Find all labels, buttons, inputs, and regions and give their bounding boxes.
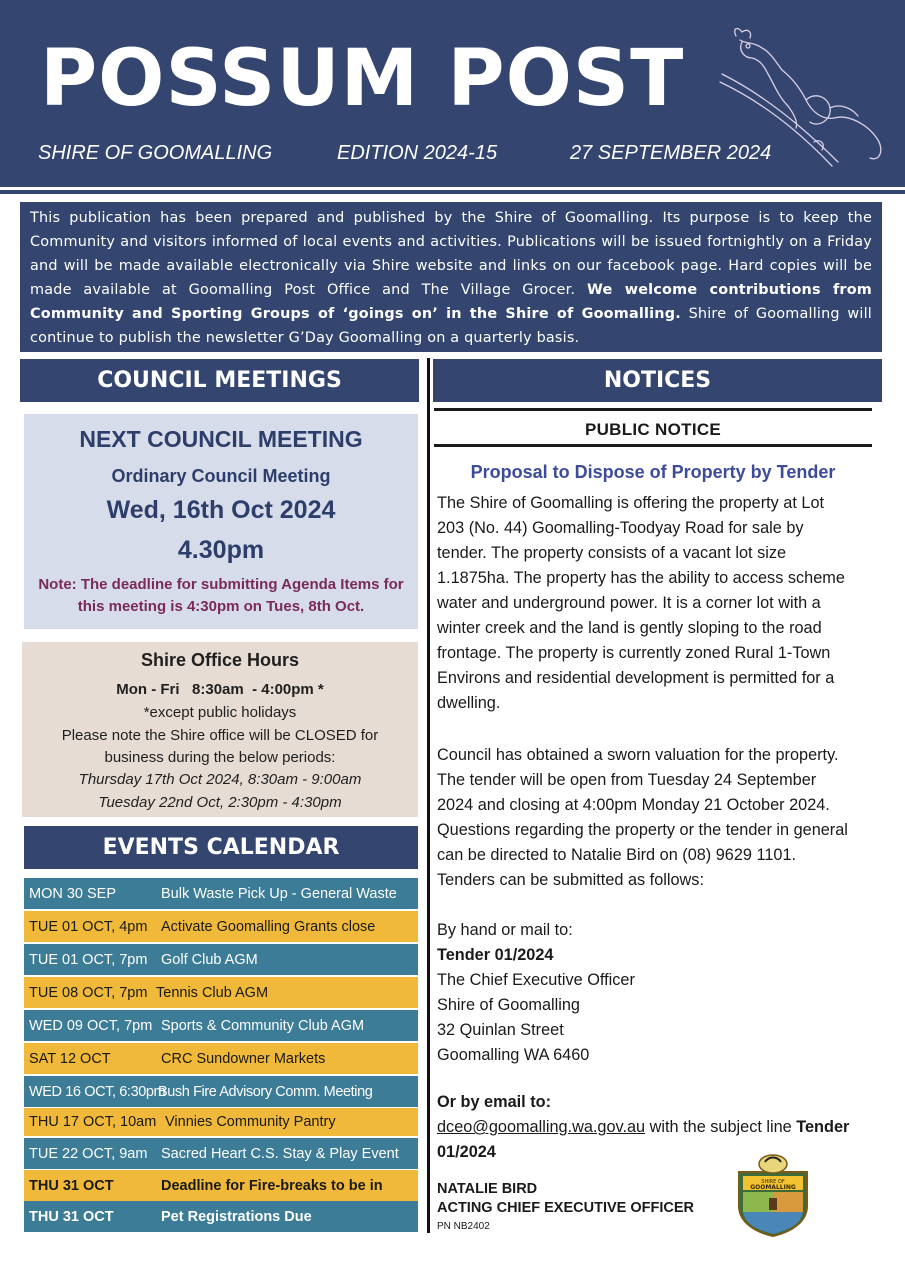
event-row [24,1010,418,1041]
event-name: CRC Sundowner Markets [161,1051,326,1067]
event-date: MON 30 SEP [29,886,117,902]
notice-line: Questions regarding the property or the tender in general [437,821,848,839]
meeting-time: 4.30pm [177,536,265,564]
closed-period-1: Thursday 17th Oct 2024, 8:30am - 9:00am [78,771,362,788]
notice-line: 1.1875ha. The property has the ability to access scheme [437,569,845,587]
office-hours-title: Shire Office Hours [140,650,300,670]
notice-line: tender. The property consists of a vacant lot size [437,544,787,562]
tender-reference: Tender 01/2024 [437,946,554,964]
event-date: TUE 01 OCT, 4pm [29,919,148,935]
address-line: The Chief Executive Officer [437,971,635,989]
by-email-label: Or by email to: [437,1093,551,1111]
event-date: TUE 01 OCT, 7pm [29,952,148,968]
column-divider [427,358,430,1233]
event-row [24,911,418,942]
council-meetings-header: COUNCIL MEETINGS [20,359,419,402]
notice-reference: PN NB2402 [437,1221,490,1232]
event-date: THU 17 OCT, 10am [29,1114,157,1130]
notice-line: water and underground power. It is a corner lot with a [437,594,821,612]
notice-line: The tender will be open from Tuesday 24 September [437,771,817,789]
email-subject: Tender [796,1118,850,1136]
event-row [24,1138,418,1169]
crest-text-name: GOOMALLING [750,1184,796,1191]
intro-paragraph [20,202,882,352]
event-name: Sacred Heart C.S. Stay & Play Event [161,1146,399,1162]
notice-paragraph-2 [437,743,877,893]
intro-text-end: Shire of Goomalling will continue to publish the newsletter G’Day Goomalling on a quarterly basis. [30,306,872,347]
event-name: Golf Club AGM [161,952,258,968]
shire-crest-logo [733,1150,813,1238]
next-council-meeting-box [24,414,418,629]
issue-date: 27 SEPTEMBER 2024 [570,142,772,164]
event-date: THU 31 OCT [29,1178,114,1194]
address-line: Shire of Goomalling [437,996,580,1014]
event-date: THU 31 OCT [29,1209,114,1225]
intro-bold-text: We welcome contributions from Community and Sporting Groups of ‘goings on’ in the Shire of Goomalling. [30,282,873,323]
event-name: Tennis Club AGM [156,985,269,1001]
edition-number: EDITION 2024-15 [337,142,498,164]
signatory-title: ACTING CHIEF EXECUTIVE OFFICER [437,1200,694,1216]
notice-line: frontage. The property is currently zoned Rural 1-Town [437,644,831,662]
event-date: TUE 22 OCT, 9am [29,1146,148,1162]
email-link[interactable]: dceo@goomalling.wa.gov.au [437,1118,646,1136]
event-row [24,977,418,1008]
address-line: 32 Quinlan Street [437,1021,564,1039]
event-name: Bush Fire Advisory Comm. Meeting [158,1084,373,1100]
notices-header: NOTICES [433,359,882,402]
notice-line: 2024 and closing at 4:00pm Monday 21 October 2024. [437,796,830,814]
notice-line: Tenders can be submitted as follows: [437,871,704,889]
signatory-name: NATALIE BIRD [437,1181,538,1197]
meeting-title: NEXT COUNCIL MEETING [79,426,363,452]
office-hours-exception: *except public holidays [143,704,297,721]
event-date: TUE 08 OCT, 7pm [29,985,148,1001]
notice-line: 203 (No. 44) Goomalling-Toodyay Road for sale by [437,519,804,537]
event-name: Bulk Waste Pick Up - General Waste [161,886,397,902]
agenda-deadline-note: Note: The deadline for submitting Agenda Items for this meeting is 4:30pm on Tues, 8th Oct. [38,576,404,615]
event-row [24,878,418,909]
notice-line: winter creek and the land is gently sloping to the road [437,619,822,637]
address-line: Goomalling WA 6460 [437,1046,590,1064]
shire-name: SHIRE OF GOOMALLING [38,142,273,164]
possum-icon [718,22,888,172]
notice-line: can be directed to Natalie Bird on (08) 9629 1101. [437,846,797,864]
event-name: Sports & Community Club AGM [161,1018,365,1034]
notice-line: dwelling. [437,694,501,712]
notice-line: Environs and residential development is permitted for a [437,669,835,687]
event-row [24,1108,418,1136]
notice-paragraph-1 [437,491,877,716]
office-closed-line-1: Please note the Shire office will be CLOSED for [61,727,379,744]
event-row [24,1201,418,1232]
email-subject-cont: 01/2024 [437,1143,496,1161]
notice-title: Proposal to Dispose of Property by Tender [470,462,836,482]
events-calendar-header: EVENTS CALENDAR [24,826,418,869]
meeting-type: Ordinary Council Meeting [111,466,331,486]
notice-submission-address [437,918,877,1068]
event-name: Deadline for Fire-breaks to be in [161,1178,383,1194]
by-hand-label: By hand or mail to: [437,921,573,939]
newsletter-title: POSSUM POST [40,34,685,124]
masthead-divider [0,190,905,194]
office-hours-box [22,642,418,817]
event-date: WED 16 OCT, 6:30pm [29,1084,166,1100]
event-row [24,1043,418,1074]
public-notice-rule-top [434,408,872,411]
closed-period-2: Tuesday 22nd Oct, 2:30pm - 4:30pm [98,794,342,811]
event-name: Activate Goomalling Grants close [161,919,376,935]
event-row [24,1170,418,1201]
office-hours-times: Mon - Fri 8:30am - 4:00pm * [116,681,324,698]
email-subject-intro: with the subject line [645,1118,797,1136]
crest-text-top: SHIRE OF [761,1179,785,1185]
public-notice-label: PUBLIC NOTICE [584,420,722,439]
office-closed-line-2: business during the below periods: [104,749,336,766]
intro-text: This publication has been prepared and published by the Shire of Goomalling. Its purpose is to keep the Community and visitors informed of local events and activities. Publications will be issued fortnightly on a Friday and will be made available electronically via Shire website and links on our facebook page. Hard copies will be made available at Goomalling Post Office and The Village Grocer. [30,210,872,299]
public-notice-rule-bottom [434,444,872,447]
event-row [24,1076,418,1107]
event-row [24,944,418,975]
event-name: Vinnies Community Pantry [165,1114,336,1130]
event-date: SAT 12 OCT [29,1051,111,1067]
event-date: WED 09 OCT, 7pm [29,1018,153,1034]
masthead [0,0,905,187]
meeting-date: Wed, 16th Oct 2024 [106,496,336,524]
notice-line: The Shire of Goomalling is offering the property at Lot [437,494,825,512]
event-name: Pet Registrations Due [161,1209,312,1225]
notice-line: Council has obtained a sworn valuation for the property. [437,746,839,764]
